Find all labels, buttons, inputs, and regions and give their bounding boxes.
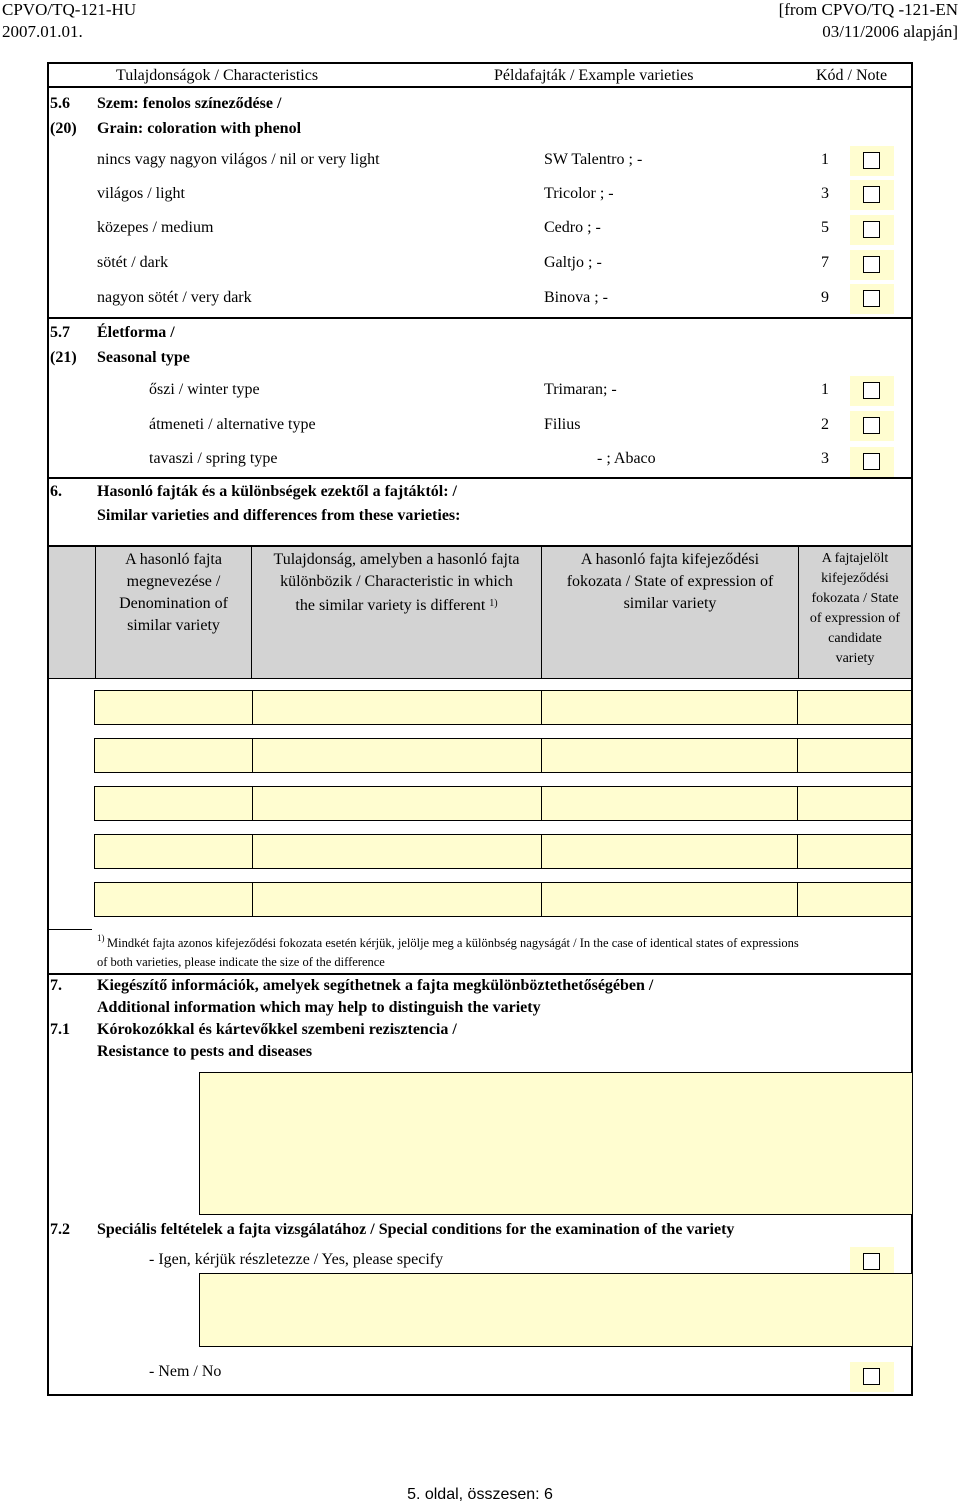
similar-state-input[interactable]: [541, 786, 799, 821]
footnote-mark: 1): [97, 933, 105, 943]
option-label: világos / light: [97, 185, 185, 202]
option-checkbox-wrap: [850, 284, 894, 314]
similar-state-input[interactable]: [541, 834, 799, 869]
candidate-state-input[interactable]: [797, 882, 912, 917]
option-checkbox[interactable]: [863, 186, 880, 203]
header-state-similar: A hasonló fajta kifejeződési fokozata / State of expression of similar variety: [566, 551, 774, 612]
option-example: SW Talentro ; -: [544, 151, 643, 168]
option-checkbox[interactable]: [863, 417, 880, 434]
section-number: 7.1: [50, 1021, 70, 1038]
section-title-hu: Életforma /: [97, 324, 175, 341]
section-title-hu: Kiegészítő információk, amelyek segíthetnek a fajta megkülönböztethetőségében /: [97, 977, 654, 994]
doc-date: 2007.01.01.: [2, 22, 83, 41]
section-divider: [47, 973, 913, 975]
doc-code-hu: CPVO/TQ-121-HU: [2, 0, 137, 19]
option-label: sötét / dark: [97, 254, 169, 271]
section-title-en: Resistance to pests and diseases: [97, 1043, 313, 1060]
candidate-state-input[interactable]: [797, 690, 912, 725]
page-number: 5. oldal, összesen: 6: [407, 1486, 553, 1503]
option-label: nincs vagy nagyon világos / nil or very light: [97, 151, 380, 168]
option-note: 2: [821, 416, 829, 433]
similar-denomination-input[interactable]: [94, 882, 253, 917]
similar-characteristic-input[interactable]: [252, 738, 543, 773]
yes-checkbox[interactable]: [863, 1253, 880, 1270]
option-checkbox[interactable]: [863, 152, 880, 169]
option-example: Filius: [544, 416, 581, 433]
section-title-en: Additional information which may help to distinguish the variety: [97, 999, 541, 1016]
option-note: 5: [821, 219, 829, 236]
yes-label: - Igen, kérjük részletezze / Yes, please specify: [149, 1251, 444, 1268]
option-checkbox-wrap: [850, 180, 894, 210]
similar-denomination-input[interactable]: [94, 738, 253, 773]
option-note: 9: [821, 289, 829, 306]
option-example: Galtjo ; -: [544, 254, 602, 271]
section-code: (21): [50, 349, 77, 366]
similar-state-input[interactable]: [541, 690, 799, 725]
col-example-varieties: Példafajták / Example varieties: [494, 67, 694, 84]
similar-state-input[interactable]: [541, 882, 799, 917]
option-note: 7: [821, 254, 829, 271]
section-number: 7.2: [50, 1221, 70, 1238]
section-title-hu: Szem: fenolos színeződése /: [97, 95, 282, 112]
footnote-ref: 1): [489, 598, 498, 609]
option-checkbox[interactable]: [863, 221, 880, 238]
header-characteristic: Tulajdonság, amelyben a hasonló fajta különbözik / Characteristic in which the similar variety is different $^{1)}$: [273, 551, 520, 614]
resistance-textarea[interactable]: [199, 1072, 913, 1215]
header-denomination: A hasonló fajta megnevezése / Denomination of similar variety: [119, 551, 228, 634]
option-label: közepes / medium: [97, 219, 214, 236]
option-label: őszi / winter type: [149, 381, 260, 398]
option-note: 1: [821, 381, 829, 398]
similar-denomination-input[interactable]: [94, 690, 253, 725]
option-note: 3: [821, 185, 829, 202]
option-checkbox[interactable]: [863, 256, 880, 273]
section-title-en: Seasonal type: [97, 349, 190, 366]
footnote-text-cont: of both varieties, please indicate the size of the difference: [97, 955, 385, 969]
option-checkbox[interactable]: [863, 453, 880, 470]
section-title-hu: Kórokozókkal és kártevőkkel szembeni rezisztencia /: [97, 1021, 457, 1038]
option-checkbox-wrap: [850, 447, 894, 477]
section-title-hu: Hasonló fajták és a különbségek ezektől a fajtáktól: /: [97, 483, 457, 500]
doc-source-en: [from CPVO/TQ -121-EN: [778, 0, 958, 19]
option-checkbox-wrap: [850, 411, 894, 441]
table-header-bottom: [47, 678, 913, 679]
section-title: Speciális feltételek a fajta vizsgálatához / Special conditions for the examination of the variety: [97, 1221, 735, 1238]
section-number: 5.6: [50, 95, 70, 112]
col-note: Kód / Note: [816, 67, 888, 84]
special-conditions-textarea[interactable]: [199, 1273, 913, 1347]
section-divider: [47, 477, 913, 479]
option-checkbox[interactable]: [863, 382, 880, 399]
section-code: (20): [50, 120, 77, 137]
section-number: 7.: [50, 977, 62, 994]
footnote-text: Mindkét fajta azonos kifejeződési fokozata esetén kérjük, jelölje meg a különbség nagyságát / In the case of identical states of expressions: [107, 936, 799, 950]
option-example: Binova ; -: [544, 289, 608, 306]
option-checkbox[interactable]: [863, 290, 880, 307]
doc-source-date: 03/11/2006 alapján]: [822, 22, 958, 41]
similar-characteristic-input[interactable]: [252, 690, 543, 725]
section-title-en: Grain: coloration with phenol: [97, 120, 302, 137]
option-example: - ; Abaco: [597, 450, 656, 467]
no-label: - Nem / No: [149, 1363, 222, 1380]
header-state-candidate: A fajtajelölt kifejeződési fokozata / State of expression of candidate variety: [809, 551, 901, 666]
footnote-rule: [49, 929, 92, 930]
col-characteristics: Tulajdonságok / Characteristics: [116, 67, 319, 84]
similar-denomination-input[interactable]: [94, 786, 253, 821]
option-label: átmeneti / alternative type: [149, 416, 316, 433]
section-divider: [47, 317, 913, 319]
similar-state-input[interactable]: [541, 738, 799, 773]
header-divider: [47, 86, 913, 88]
option-note: 3: [821, 450, 829, 467]
option-checkbox-wrap: [850, 215, 894, 245]
option-checkbox-wrap: [850, 146, 894, 176]
similar-characteristic-input[interactable]: [252, 786, 543, 821]
similar-denomination-input[interactable]: [94, 834, 253, 869]
option-example: Tricolor ; -: [544, 185, 614, 202]
option-checkbox-wrap: [850, 376, 894, 406]
option-example: Cedro ; -: [544, 219, 601, 236]
option-label: nagyon sötét / very dark: [97, 289, 252, 306]
no-checkbox-wrap: [850, 1362, 894, 1392]
option-note: 1: [821, 151, 829, 168]
section-number: 6.: [50, 483, 62, 500]
section-title-en: Similar varieties and differences from these varieties:: [97, 507, 461, 524]
similar-characteristic-input[interactable]: [252, 882, 543, 917]
option-checkbox-wrap: [850, 250, 894, 280]
option-example: Trimaran; -: [544, 381, 617, 398]
candidate-state-input[interactable]: [797, 738, 912, 773]
no-checkbox[interactable]: [863, 1368, 880, 1385]
candidate-state-input[interactable]: [797, 834, 912, 869]
candidate-state-input[interactable]: [797, 786, 912, 821]
section-number: 5.7: [50, 324, 70, 341]
similar-characteristic-input[interactable]: [252, 834, 543, 869]
option-label: tavaszi / spring type: [149, 450, 278, 467]
